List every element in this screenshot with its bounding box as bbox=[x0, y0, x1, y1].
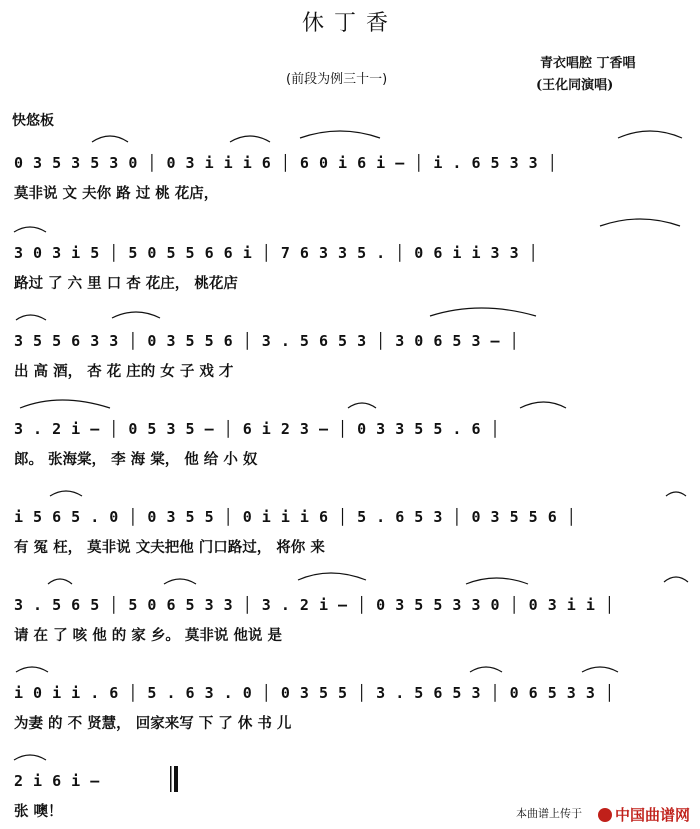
score-system-5 bbox=[0, 482, 700, 564]
lyric-line: 莫非说 文 夫你 路 过 桃 花店， bbox=[14, 186, 219, 202]
tempo-marking: 快悠板 bbox=[12, 113, 54, 129]
upload-note: 本曲谱上传于 bbox=[516, 807, 582, 820]
score-system-4 bbox=[0, 394, 700, 476]
notation-line: 3 . 2 i – │ 0 5 3 5 – │ 6 i 2 3 – │ 0 3 3 5 5 . 6 │ bbox=[14, 420, 501, 438]
notation-line: 3 . 5 6 5 │ 5 0 6 5 3 3 │ 3 . 2 i – │ 0 3 5 5 3 3 0 │ 0 3 i i │ bbox=[14, 596, 615, 614]
notation-line: 3 0 3 i 5 │ 5 0 5 5 6 6 i │ 7 6 3 3 5 . │ 0 6 i i 3 3 │ bbox=[14, 244, 539, 262]
lyric-line: 出 高 酒， 杏 花 庄的 女 子 戏 才 bbox=[14, 364, 234, 380]
score-system-8 bbox=[0, 746, 260, 828]
lyric-line: 有 冤 枉， 莫非说 文夫把他 门口路过， 将你 来 bbox=[14, 540, 325, 556]
song-title: 休丁香 bbox=[301, 11, 398, 36]
lyric-line: 张 噢！ bbox=[14, 804, 63, 820]
lyric-line: 为妻 的 不 贤慧， 回家来写 下 了 休 书 儿 bbox=[14, 716, 292, 732]
logo-icon bbox=[598, 808, 612, 822]
score-system-3 bbox=[0, 306, 700, 388]
lyric-line: 请 在 了 咳 他 的 家 乡。 莫非说 他说 是 bbox=[14, 628, 282, 644]
notation-line: i 0 i i . 6 │ 5 . 6 3 . 0 │ 0 3 5 5 │ 3 . 5 6 5 3 │ 0 6 5 3 3 │ bbox=[14, 684, 615, 702]
singer-credit: 青衣唱腔 丁香唱 bbox=[540, 56, 636, 71]
lyric-line: 路过 了 六 里 口 杏 花庄， 桃花店 bbox=[14, 276, 238, 292]
notation-line: 2 i 6 i – bbox=[14, 772, 100, 790]
notation-line: 3 5 5 6 3 3 │ 0 3 5 5 6 │ 3 . 5 6 5 3 │ 3 0 6 5 3 – │ bbox=[14, 332, 520, 350]
notation-line: 0 3 5 3 5 3 0 │ 0 3 i i i 6 │ 6 0 i 6 i – │ i . 6 5 3 3 │ bbox=[14, 154, 558, 172]
final-barline bbox=[170, 766, 180, 792]
score-system-2 bbox=[0, 218, 700, 300]
site-logo[interactable] bbox=[598, 804, 690, 825]
section-note: (前段为例三十一) bbox=[286, 72, 388, 87]
lyric-line: 郎。 张海棠， 李 海 棠， 他 给 小 奴 bbox=[14, 452, 258, 468]
notation-line: i 5 6 5 . 0 │ 0 3 5 5 │ 0 i i i 6 │ 5 . 6 5 3 │ 0 3 5 5 6 │ bbox=[14, 508, 577, 526]
score-system-1 bbox=[0, 128, 700, 210]
site-name: 中国曲谱网 bbox=[614, 806, 690, 824]
performer-credit: (王化同演唱) bbox=[536, 78, 614, 93]
score-system-6 bbox=[0, 570, 700, 652]
score-system-7 bbox=[0, 658, 700, 740]
